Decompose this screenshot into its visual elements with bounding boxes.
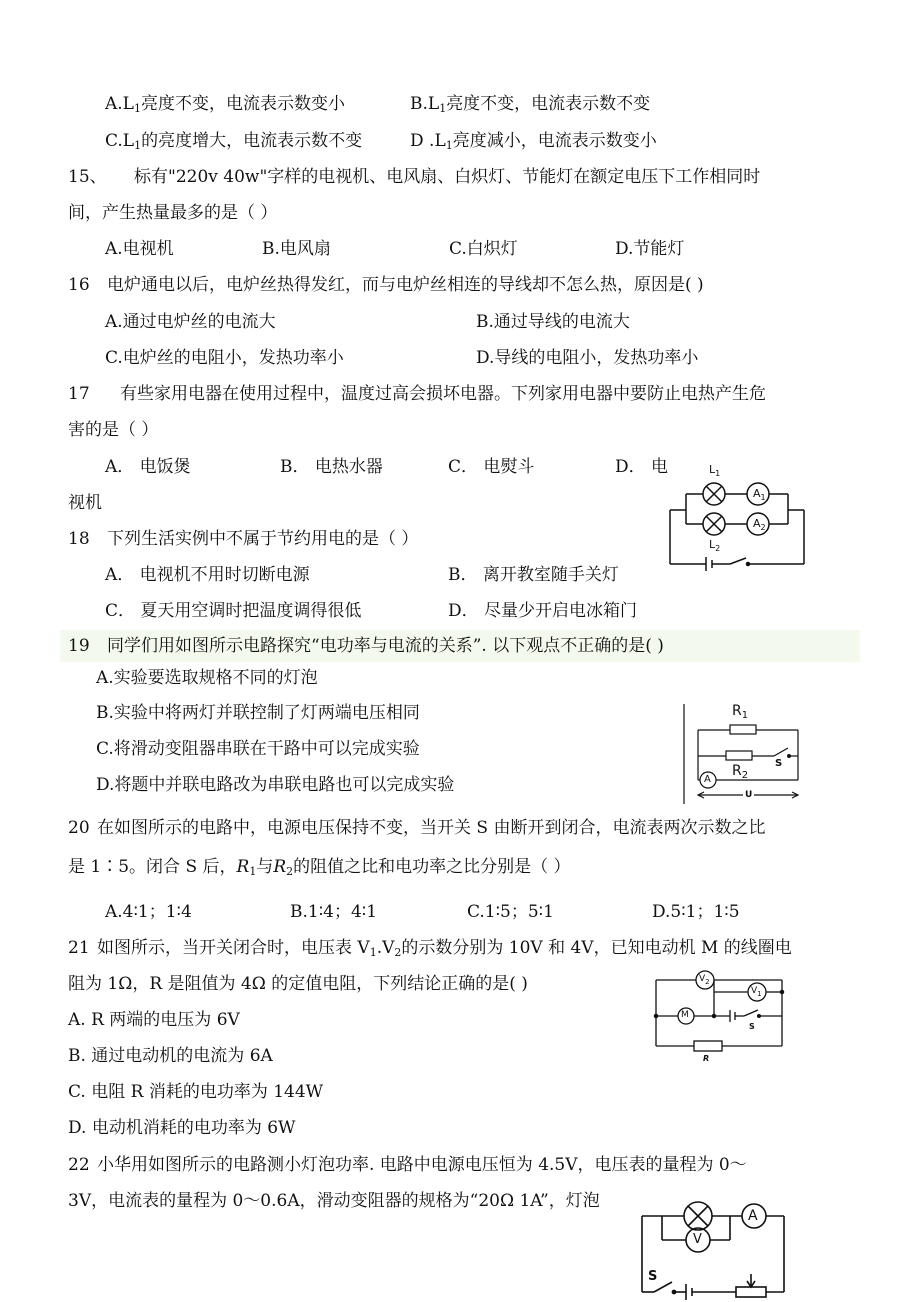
q19-option-d: D.将题中并联电路改为串联电路也可以完成实验: [96, 775, 455, 795]
q15-option-c: C.白炽灯: [449, 239, 518, 259]
q16-option-b: B.通过导线的电流大: [476, 312, 630, 332]
q21-number: 21: [68, 938, 90, 958]
q17-fig-label-a1: $A_1$: [753, 487, 766, 502]
q18-option-d: D． 尽量少开启电冰箱门: [448, 601, 638, 621]
q18-stem: 下列生活实例中不属于节约用电的是（ ）: [107, 529, 419, 549]
q22-number: 22: [68, 1155, 90, 1175]
q17-option-a: A． 电饭煲: [105, 457, 191, 477]
q19-fig-label-a: A: [704, 774, 711, 785]
q20-stem-line1: 在如图所示的电路中，电源电压保持不变，当开关 S 由断开到闭合，电流表两次示数之比: [97, 818, 766, 838]
q17-option-d-continued: 视机: [68, 493, 102, 513]
q22-circuit-figure: [632, 1200, 792, 1302]
q19-fig-label-s: S: [775, 758, 783, 769]
q16-stem: 电炉通电以后，电炉丝热得发红，而与电炉丝相连的导线却不怎么热，原因是( ): [107, 275, 704, 295]
q19-fig-label-r2: $R_2$: [732, 763, 749, 781]
q21-fig-label-v1: $V_1$: [751, 986, 762, 998]
q22-stem-line2: 3V，电流表的量程为 0～0.6A，滑动变阻器的规格为“20Ω 1A”，灯泡: [68, 1191, 600, 1211]
q22-fig-label-a: A: [748, 1208, 758, 1224]
q17-option-b: B． 电热水器: [280, 457, 383, 477]
q20-option-c: C.1∶5；5∶1: [467, 902, 554, 922]
q22-fig-label-s: S: [648, 1269, 658, 1284]
q20-option-d: D.5∶1；1∶5: [652, 902, 740, 922]
q21-stem-line2: 阻为 1Ω，R 是阻值为 4Ω 的定值电阻，下列结论正确的是( ): [68, 974, 528, 994]
q17-option-d: D． 电: [615, 457, 669, 477]
q21-circuit-figure: [648, 966, 796, 1070]
q19-stem: 同学们用如图所示电路探究“电功率与电流的关系”. 以下观点不正确的是( ): [107, 636, 664, 656]
q22-stem-line1: 小华用如图所示的电路测小灯泡功率. 电路中电源电压恒为 4.5V，电压表的量程为 0～: [97, 1155, 747, 1175]
q18-option-b: B． 离开教室随手关灯: [448, 565, 619, 585]
q19-number: 19: [68, 636, 90, 656]
q16-option-a: A.通过电炉丝的电流大: [105, 312, 276, 332]
q14-option-a: $A.L_1$亮度不变，电流表示数变小: [105, 94, 345, 115]
q17-option-c: C． 电熨斗: [448, 457, 535, 477]
q21-option-b: B. 通过电动机的电流为 6A: [68, 1046, 273, 1066]
q17-stem-line1: 有些家用电器在使用过程中，温度过高会损坏电器。下列家用电器中要防止电热产生危: [120, 384, 766, 404]
q14-option-b: $B.L_1$亮度不变，电流表示数不变: [410, 94, 651, 115]
q17-fig-label-l2: $L_2$: [709, 538, 721, 553]
q15-option-b: B.电风扇: [262, 239, 331, 259]
q19-option-c: C.将滑动变阻器串联在干路中可以完成实验: [96, 739, 420, 759]
q15-option-d: D.节能灯: [615, 239, 685, 259]
q19-fig-label-u: U: [745, 790, 753, 800]
q17-fig-label-a2: $A_2$: [753, 517, 766, 532]
q17-circuit-figure: [664, 462, 812, 578]
q18-number: 18: [68, 529, 90, 549]
q21-fig-label-r: R: [703, 1054, 710, 1063]
q21-fig-label-v2: $V_2$: [699, 974, 710, 986]
q21-fig-label-s: S: [749, 1022, 755, 1031]
q21-fig-label-m: M: [681, 1010, 689, 1020]
q18-option-c: C． 夏天用空调时把温度调得很低: [105, 601, 362, 621]
q16-option-d: D.导线的电阻小，发热功率小: [476, 348, 699, 368]
q20-option-a: A.4∶1；1∶4: [105, 902, 192, 922]
q16-option-c: C.电炉丝的电阻小，发热功率小: [105, 348, 344, 368]
q19-circuit-figure: [680, 700, 806, 806]
q22-fig-label-v: V: [693, 1232, 702, 1247]
q18-option-a: A． 电视机不用时切断电源: [105, 565, 310, 585]
q19-option-a: A.实验要选取规格不同的灯泡: [96, 668, 318, 688]
q15-stem-line2: 间，产生热量最多的是（ ）: [68, 203, 278, 223]
q15-option-a: A.电视机: [105, 239, 174, 259]
q19-option-b: B.实验中将两灯并联控制了灯两端电压相同: [96, 703, 420, 723]
q17-number: 17: [68, 384, 90, 404]
q17-stem-line2: 害的是（ ）: [68, 420, 159, 440]
q21-stem-line1: 如图所示，当开关闭合时，电压表 $V_1.V_2$的示数分别为 10V 和 4V，已知电动机 M 的线圈电: [97, 938, 792, 959]
q16-number: 16: [68, 275, 90, 295]
q14-option-d: D $.L_1$亮度减小，电流表示数变小: [410, 131, 657, 152]
q19-fig-label-r1: $R_1$: [732, 703, 749, 721]
q17-fig-label-l1: $L_1$: [709, 463, 721, 478]
q14-option-c: $C.L_1$的亮度增大，电流表示数不变: [105, 131, 363, 152]
q20-option-b: B.1∶4；4∶1: [290, 902, 378, 922]
q15-stem-line1: 标有"220v 40w"字样的电视机、电风扇、白炽灯、节能灯在额定电压下工作相同时: [134, 167, 761, 187]
q20-stem-line2: 是 1∶5。闭合 S 后，$R_1$与$R_2$的阻值之比和电功率之比分别是（ ）: [68, 857, 571, 878]
q21-option-a: A. R 两端的电压为 6V: [68, 1010, 240, 1030]
q20-number: 20: [68, 818, 90, 838]
q21-option-c: C. 电阻 R 消耗的电功率为 144W: [68, 1082, 324, 1102]
q15-number: 15、: [68, 167, 107, 187]
q21-option-d: D. 电动机消耗的电功率为 6W: [68, 1118, 296, 1138]
